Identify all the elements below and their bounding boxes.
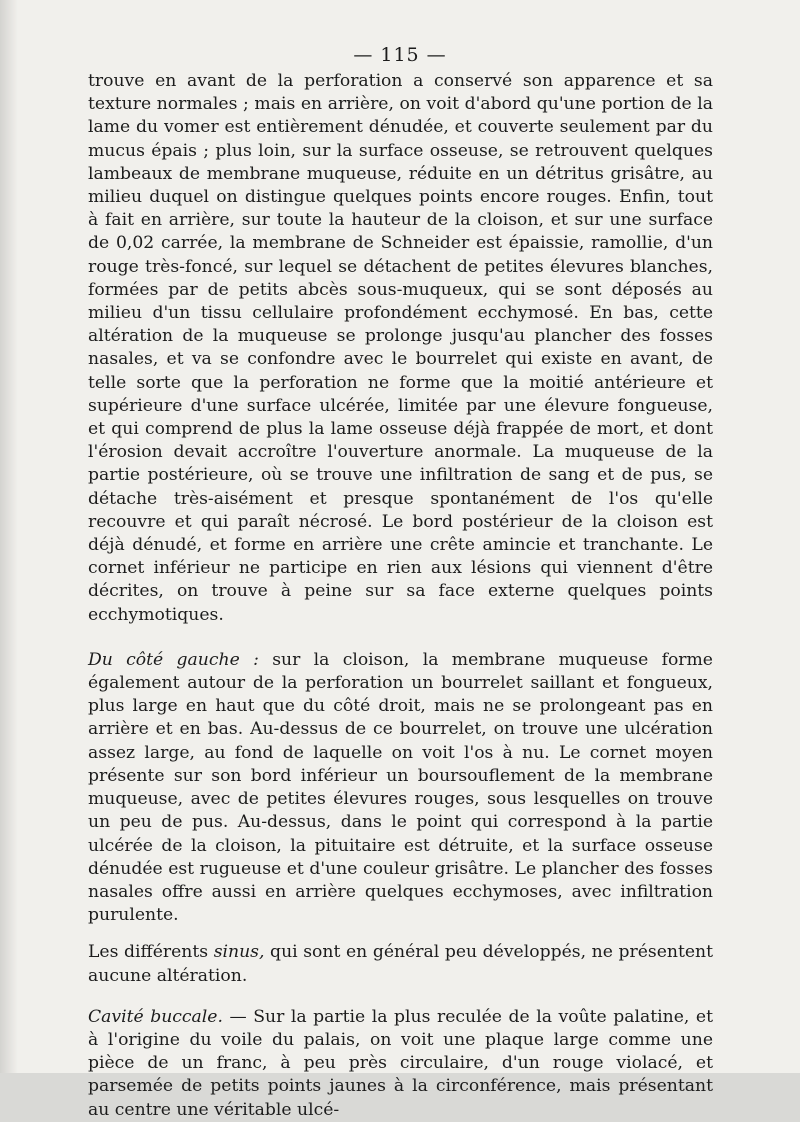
italic-term: sinus, <box>213 942 265 963</box>
paragraph-right-side <box>88 70 713 627</box>
paragraph-left-side <box>88 649 713 927</box>
paragraph-text: trouve en avant de la perforation a conservé son apparence et sa texture normales ; mais en arrière, on voit d'abord qu'une portion de la lame du vomer est entièrement dénudée, et couverte seulement par du mucus épais ; plus loin, sur la surface osseuse, se retrouvent quelques lambeaux de membrane muqueuse, réduite en un détritus grisâtre, au milieu duquel on distingue quelques points encore rouges. Enfin, tout à fait en arrière, sur toute la hauteur de la cloison, et sur une surface de 0,02 carrée, la membrane de Schneider est épaissie, ramollie, d'un rouge très-foncé, sur lequel se détachent de petites élevures blanches, formées par de petits abcès sous-muqueux, qui se sont déposés au milieu d'un tissu cellulaire profondément ecchymosé. En bas, cette altération de la muqueuse se prolonge jusqu'au plancher des fosses nasales, et va se confondre avec le bourrelet qui existe en avant, de telle sorte que la perforation ne forme que la moitié antérieure et supérieure d'une surface ulcérée, limitée par une élevure fongueuse, et qui comprend de plus la lame osseuse déjà frappée de mort, et dont l'érosion devait accroître l'ouverture anormale. La muqueuse de la partie postérieure, où se trouve une infiltration de sang et de pus, se détache très-aisément et presque spontanément de l'os qu'elle recouvre et qui paraît nécrosé. Le bord postérieur de la cloison est déjà dénudé, et forme en arrière une crête amincie et tranchante. Le cornet inférieur ne participe en rien aux lésions qui viennent d'être décrites, on trouve à peine sur sa face externe quelques points ecchymotiques. <box>88 71 713 625</box>
page-number: — 115 — <box>353 44 447 66</box>
section-lead: Du côté gauche : <box>88 649 259 670</box>
paragraph-text-start: Les différents <box>88 942 214 963</box>
paragraph-sinus <box>88 941 713 987</box>
body-text <box>88 70 713 1122</box>
paragraph-gap <box>88 927 713 941</box>
paragraph-gap <box>88 988 713 1006</box>
paragraph-oral-cavity <box>88 1006 713 1122</box>
paragraph-text: — Sur la partie la plus reculée de la voûte palatine, et à l'origine du voile du palais, on voit une plaque large comme une pièce de un franc, à peu près circulaire, d'un rouge violacé, et parsemée de petits points jaunes à la circonférence, mais présentant au centre une véritable ulcé- <box>88 1006 714 1120</box>
paragraph-text: sur la cloison, la membrane muqueuse forme également autour de la perforation un bourrelet saillant et fongueux, plus large en haut que du côté droit, mais ne se prolongeant pas en arrière et en bas. Au-dessus de ce bourrelet, on trouve une ulcération assez large, au fond de laquelle on voit l'os à nu. Le cornet moyen présente sur son bord inférieur un boursouflement de la membrane muqueuse, avec de petites élevures rouges, sous lesquelles on trouve un peu de pus. Au-dessus, dans le point qui correspond à la partie ulcérée de la cloison, la pituitaire est détruite, et la surface osseuse dénudée est rugueuse et d'une couleur grisâtre. Le plancher des fosses nasales offre aussi en arrière quelques ecchymoses, avec infiltration purulente. <box>88 649 713 926</box>
paragraph-gap <box>88 627 713 649</box>
section-lead: Cavité buccale. <box>88 1006 223 1027</box>
paragraph-text: qui sont en général peu développés, ne présentent aucune altération. <box>88 942 714 986</box>
binding-shadow <box>0 0 18 1073</box>
